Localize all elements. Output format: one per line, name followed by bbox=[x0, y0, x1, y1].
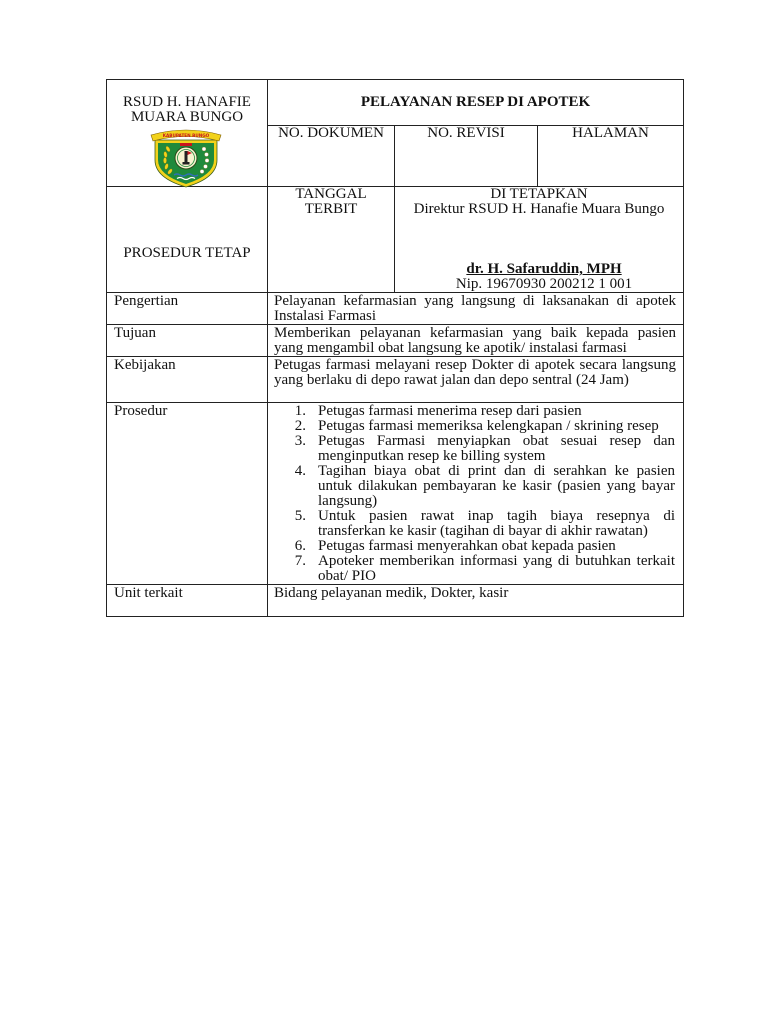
text-line: obat/ PIO bbox=[318, 568, 376, 584]
section-label-prosedur: Prosedur bbox=[107, 403, 268, 585]
section-row-kebijakan bbox=[107, 357, 684, 403]
procedure-step bbox=[274, 434, 676, 464]
halaman-cell bbox=[538, 126, 684, 187]
no-revisi-cell bbox=[395, 126, 538, 187]
step-text bbox=[318, 434, 675, 464]
procedure-type-cell bbox=[107, 187, 268, 293]
document-title: PELAYANAN RESEP DI APOTEK bbox=[268, 80, 684, 126]
section-label-pengertian: Pengertian bbox=[107, 293, 268, 325]
text-line: langsung) bbox=[318, 493, 378, 509]
banner-text: KABUPATEN BUNGO bbox=[162, 133, 210, 138]
text-line: Bidang pelayanan medik, Dokter, kasir bbox=[274, 585, 509, 601]
penetapan-cell bbox=[395, 187, 684, 293]
no-dokumen-cell bbox=[268, 126, 395, 187]
section-content-tujuan bbox=[268, 325, 684, 357]
procedure-step bbox=[274, 419, 676, 434]
text-line: transferkan ke kasir (tagihan di bayar di akhir rawatan) bbox=[318, 523, 648, 539]
halaman-label: HALAMAN bbox=[572, 125, 649, 141]
step-text bbox=[318, 554, 675, 584]
signatory-nip: Nip. 19670930 200212 1 001 bbox=[455, 276, 633, 292]
section-content-unit-terkait bbox=[268, 585, 684, 617]
step-text bbox=[318, 464, 675, 509]
procedure-step bbox=[274, 554, 676, 584]
text-line: Petugas Farmasi menyiapkan obat sesuai resep dan bbox=[318, 433, 675, 449]
institution-name-line2: MUARA BUNGO bbox=[130, 109, 244, 125]
text-line: Petugas farmasi menyerahkan obat kepada pasien bbox=[318, 538, 616, 554]
section-label-tujuan: Tujuan bbox=[107, 325, 268, 357]
step-text bbox=[318, 509, 675, 539]
text-line: Petugas farmasi menerima resep dari pasien bbox=[318, 403, 582, 419]
step-number: 5. bbox=[294, 508, 306, 524]
text-line: Untuk pasien rawat inap tagih biaya resepnya di bbox=[318, 508, 675, 524]
text-line: untuk dilakukan pembayaran ke kasir (pasien yang bayar bbox=[318, 478, 675, 494]
section-label-unit-terkait: Unit terkait bbox=[107, 585, 268, 617]
tanggal-terbit-cell bbox=[268, 187, 395, 293]
section-row-pengertian bbox=[107, 293, 684, 325]
step-text bbox=[318, 539, 675, 554]
text-line: Instalasi Farmasi bbox=[274, 308, 377, 324]
text-line: Petugas farmasi melayani resep Dokter di apotek secara langsung bbox=[274, 357, 677, 373]
section-content-pengertian bbox=[268, 293, 684, 325]
institution-name-line1: RSUD H. HANAFIE bbox=[123, 94, 251, 110]
text-line: Apoteker memberikan informasi yang di butuhkan terkait bbox=[318, 553, 675, 569]
text-line: menginputkan resep ke billing system bbox=[318, 448, 546, 464]
procedure-step bbox=[274, 539, 676, 554]
section-label-kebijakan: Kebijakan bbox=[107, 357, 268, 403]
step-number: 6. bbox=[294, 538, 306, 554]
text-line: yang berlaku di depo rawat jalan dan depo sentral (24 Jam) bbox=[274, 372, 629, 388]
step-number: 7. bbox=[294, 553, 306, 569]
procedure-step bbox=[274, 464, 676, 509]
no-dokumen-label: NO. DOKUMEN bbox=[278, 125, 384, 141]
section-row-unit-terkait bbox=[107, 585, 684, 617]
no-revisi-label: NO. REVISI bbox=[427, 125, 505, 141]
text-line: yang mengambil obat langsung ke apotik/ instalasi farmasi bbox=[274, 340, 627, 356]
kabupaten-bungo-emblem-icon bbox=[149, 126, 223, 188]
text-line: Memberikan pelayanan kefarmasian yang baik kepada pasien bbox=[274, 325, 677, 341]
step-text bbox=[318, 404, 675, 419]
section-content-prosedur bbox=[268, 403, 684, 585]
step-number: 4. bbox=[294, 463, 306, 479]
header-row-approval bbox=[107, 187, 684, 293]
step-number: 2. bbox=[294, 418, 306, 434]
section-row-tujuan bbox=[107, 325, 684, 357]
step-number: 3. bbox=[294, 433, 306, 449]
text-line: Petugas farmasi memeriksa kelengkapan / skrining resep bbox=[318, 418, 659, 434]
text-line: Tagihan biaya obat di print dan di serahkan ke pasien bbox=[318, 463, 675, 479]
header-row-title bbox=[107, 80, 684, 126]
section-row-prosedur bbox=[107, 403, 684, 585]
signatory-name: dr. H. Safaruddin, MPH bbox=[466, 261, 622, 277]
step-number: 1. bbox=[294, 403, 306, 419]
tanggal-terbit-line2: TERBIT bbox=[304, 201, 358, 217]
procedure-step bbox=[274, 404, 676, 419]
ditetapkan-label: DI TETAPKAN bbox=[490, 186, 588, 202]
procedure-type-label: PROSEDUR TETAP bbox=[123, 245, 251, 261]
step-text bbox=[318, 419, 675, 434]
section-content-kebijakan bbox=[268, 357, 684, 403]
ditetapkan-by: Direktur RSUD H. Hanafie Muara Bungo bbox=[413, 201, 665, 217]
tanggal-terbit-line1: TANGGAL bbox=[295, 186, 367, 202]
text-line: Pelayanan kefarmasian yang langsung di laksanakan di apotek bbox=[274, 293, 677, 309]
shield-accent bbox=[180, 143, 192, 146]
procedure-step bbox=[274, 509, 676, 539]
